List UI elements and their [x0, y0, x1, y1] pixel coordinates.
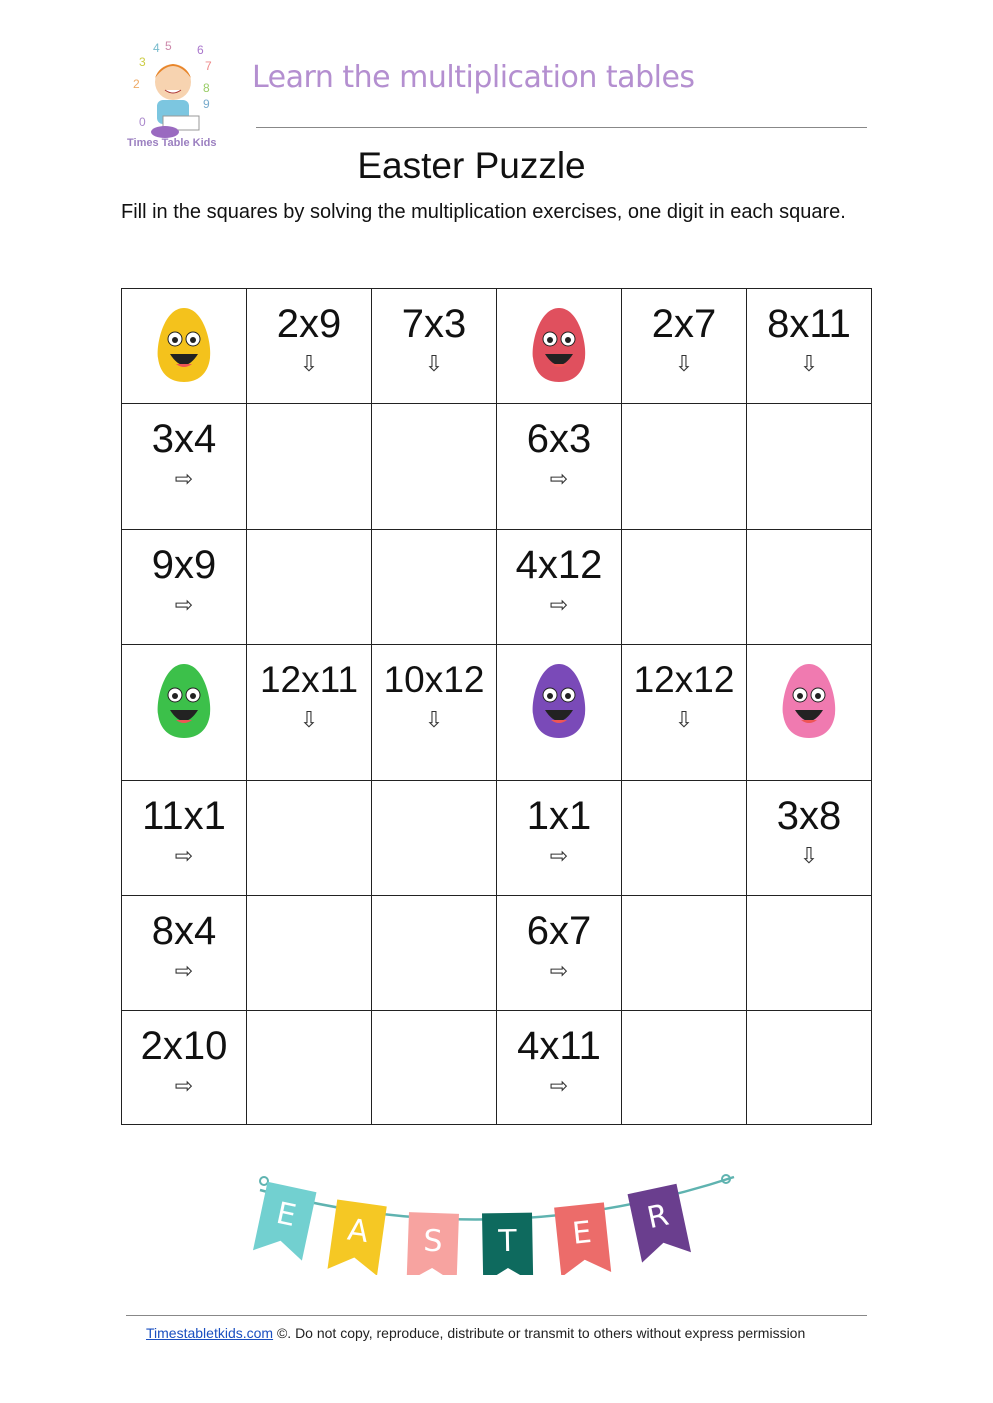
arrow-down-icon: ⇩ [674, 707, 694, 732]
clue-text: 3x4 [151, 417, 217, 461]
egg-cell [497, 645, 622, 781]
page-title: Easter Puzzle [357, 145, 586, 186]
svg-text:7: 7 [205, 59, 212, 73]
clue-cell [497, 1011, 622, 1125]
egg-cell [747, 645, 872, 781]
header-tagline: Learn the multiplication tables [252, 60, 695, 95]
answer-cell[interactable] [747, 896, 872, 1011]
arrow-right-icon: ⇨ [549, 843, 569, 868]
clue-text: 2x7 [651, 302, 717, 346]
answer-cell[interactable] [372, 781, 497, 896]
clue-text: 12x12 [633, 659, 735, 700]
clue-text: 2x9 [276, 302, 342, 346]
clue-text: 4x11 [517, 1024, 601, 1068]
clue-cell [122, 896, 247, 1011]
svg-text:6: 6 [197, 43, 204, 57]
banner-letter: A [345, 1212, 371, 1250]
answer-cell[interactable] [247, 896, 372, 1011]
clue-text: 7x3 [401, 302, 467, 346]
clue-text: 10x12 [383, 659, 485, 700]
logo-girl-icon [125, 40, 235, 152]
clue-cell [497, 530, 622, 645]
answer-cell[interactable] [622, 781, 747, 896]
arrow-right-icon: ⇨ [549, 1073, 569, 1098]
clue-cell [747, 289, 872, 404]
svg-text:8: 8 [203, 81, 210, 95]
logo-text: Times Table Kids [127, 137, 217, 149]
clue-cell [747, 781, 872, 896]
arrow-down-icon: ⇩ [799, 351, 819, 376]
arrow-right-icon: ⇨ [174, 843, 194, 868]
grid-row [122, 896, 872, 1011]
arrow-right-icon: ⇨ [174, 958, 194, 983]
banner-flag [407, 1212, 459, 1275]
clue-text: 12x11 [259, 659, 359, 700]
puzzle-grid [121, 288, 872, 1125]
banner-flag [253, 1182, 316, 1261]
svg-text:9: 9 [203, 97, 210, 111]
footer [146, 1325, 805, 1341]
header-divider [256, 127, 867, 128]
answer-cell[interactable] [247, 530, 372, 645]
copyright-text: ©. Do not copy, reproduce, distribute or transmit to others without express permission [273, 1325, 806, 1341]
clue-cell [372, 645, 497, 781]
easter-banner [252, 1165, 742, 1275]
grid-row [122, 781, 872, 896]
egg-cell [497, 289, 622, 404]
banner-flag [328, 1200, 387, 1275]
clue-cell [622, 289, 747, 404]
clue-cell [122, 530, 247, 645]
banner-letter: S [422, 1223, 444, 1260]
answer-cell[interactable] [247, 404, 372, 530]
answer-cell[interactable] [747, 1011, 872, 1125]
arrow-right-icon: ⇨ [174, 1073, 194, 1098]
grid-row [122, 289, 872, 404]
clue-text: 1x1 [526, 794, 592, 838]
clue-text: 8x11 [767, 302, 851, 346]
grid-row [122, 1011, 872, 1125]
arrow-down-icon: ⇩ [424, 351, 444, 376]
instructions: Fill in the squares by solving the multiplication exercises, one digit in each square. [121, 201, 846, 223]
answer-cell[interactable] [247, 1011, 372, 1125]
answer-cell[interactable] [747, 404, 872, 530]
answer-cell[interactable] [372, 1011, 497, 1125]
answer-cell[interactable] [372, 896, 497, 1011]
clue-cell [122, 404, 247, 530]
clue-cell [497, 896, 622, 1011]
clue-text: 11x1 [142, 794, 226, 838]
answer-cell[interactable] [747, 530, 872, 645]
clue-text: 4x12 [515, 543, 603, 587]
arrow-right-icon: ⇨ [549, 466, 569, 491]
egg-cell [122, 289, 247, 404]
red-egg-icon [529, 304, 589, 384]
svg-text:2: 2 [133, 77, 140, 91]
answer-cell[interactable] [622, 404, 747, 530]
svg-text:4: 4 [153, 41, 160, 55]
svg-text:0: 0 [139, 115, 146, 129]
answer-cell[interactable] [622, 530, 747, 645]
clue-text: 3x8 [776, 794, 842, 838]
arrow-right-icon: ⇨ [174, 592, 194, 617]
svg-text:3: 3 [139, 55, 146, 69]
arrow-down-icon: ⇩ [299, 351, 319, 376]
grid-row [122, 530, 872, 645]
banner-flag [554, 1202, 611, 1275]
arrow-down-icon: ⇩ [424, 707, 444, 732]
banner-flag [482, 1213, 533, 1275]
svg-text:5: 5 [165, 40, 172, 53]
arrow-right-icon: ⇨ [174, 466, 194, 491]
arrow-right-icon: ⇨ [549, 958, 569, 983]
arrow-right-icon: ⇨ [549, 592, 569, 617]
grid-row [122, 645, 872, 781]
banner-letter: E [570, 1214, 594, 1252]
clue-cell [497, 404, 622, 530]
banner-flag [628, 1184, 691, 1263]
answer-cell[interactable] [247, 781, 372, 896]
clue-cell [372, 289, 497, 404]
banner-letter: T [498, 1223, 517, 1260]
clue-text: 2x10 [140, 1024, 228, 1068]
clue-cell [622, 645, 747, 781]
pink-egg-icon [779, 660, 839, 740]
answer-cell[interactable] [372, 404, 497, 530]
clue-cell [497, 781, 622, 896]
banner-letter: R [644, 1197, 672, 1237]
answer-cell[interactable] [372, 530, 497, 645]
yellow-egg-icon [154, 304, 214, 384]
answer-cell[interactable] [622, 1011, 747, 1125]
clue-text: 6x3 [526, 417, 592, 461]
arrow-down-icon: ⇩ [799, 843, 819, 868]
clue-text: 8x4 [151, 909, 217, 953]
arrow-down-icon: ⇩ [674, 351, 694, 376]
clue-cell [247, 289, 372, 404]
clue-cell [247, 645, 372, 781]
clue-cell [122, 781, 247, 896]
clue-cell [122, 1011, 247, 1125]
green-egg-icon [154, 660, 214, 740]
site-link[interactable]: Timestabletkids.com [146, 1325, 274, 1341]
arrow-down-icon: ⇩ [299, 707, 319, 732]
clue-text: 6x7 [526, 909, 592, 953]
answer-cell[interactable] [622, 896, 747, 1011]
purple-egg-icon [529, 660, 589, 740]
banner-letter: E [273, 1195, 299, 1234]
clue-text: 9x9 [151, 543, 217, 587]
grid-row [122, 404, 872, 530]
footer-divider [126, 1315, 867, 1316]
egg-cell [122, 645, 247, 781]
